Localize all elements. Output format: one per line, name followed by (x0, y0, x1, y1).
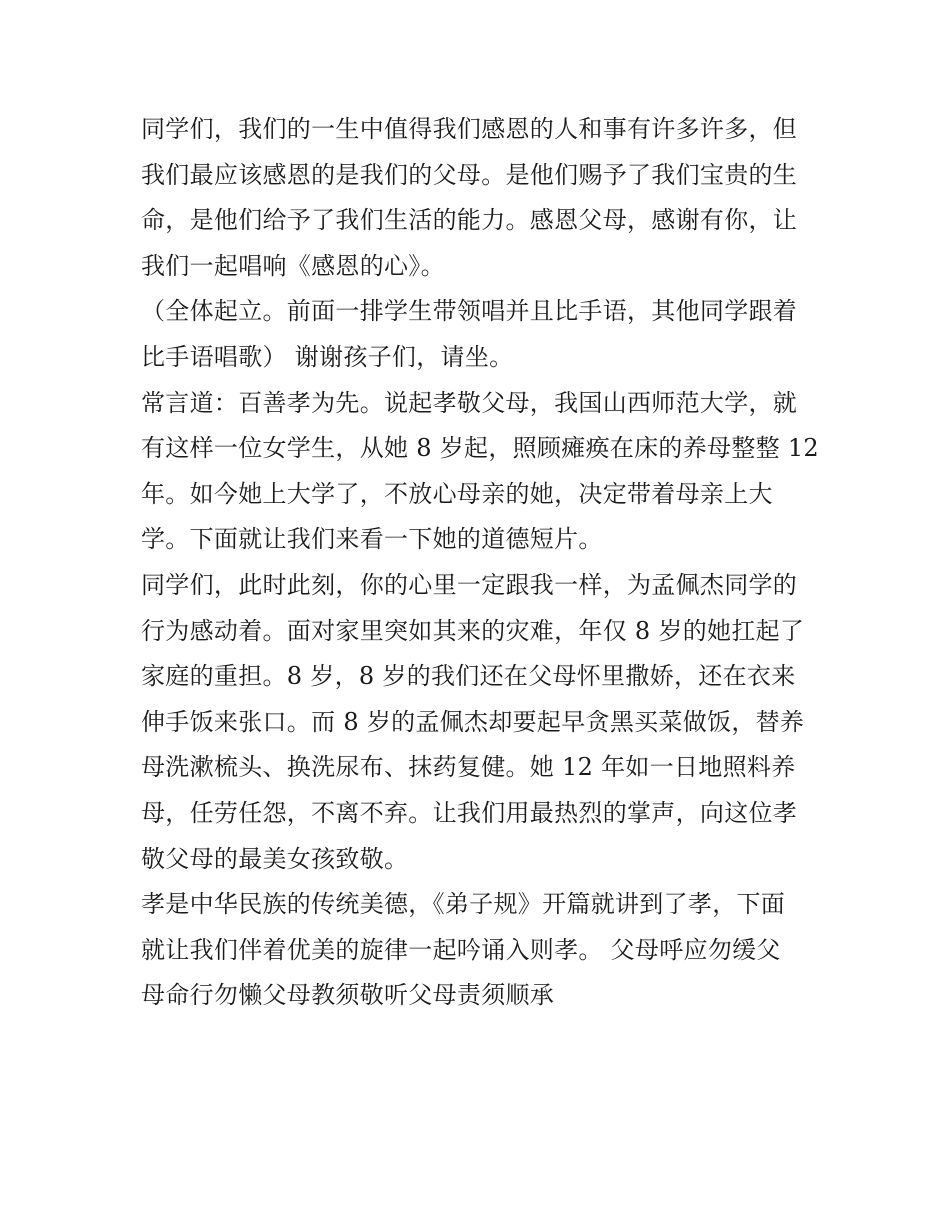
text-line: 伸手饭来张口。而 8 岁的孟佩杰却要起早贪黑买菜做饭，替养 (141, 707, 805, 736)
text-line: 敬父母的最美女孩致敬。 (141, 844, 409, 873)
text-line: 母洗漱梳头、换洗尿布、抹药复健。她 12 年如一日地照料养 (141, 753, 796, 782)
text-line: 我们最应该感恩的是我们的父母。是他们赐予了我们宝贵的生 (141, 160, 798, 189)
text-line: 行为感动着。面对家里突如其来的灾难，年仅 8 岁的她扛起了 (141, 616, 805, 645)
text-line: 同学们，此时此刻，你的心里一定跟我一样，为孟佩杰同学的 (141, 570, 798, 599)
text-line: 母，任劳任怨，不离不弃。让我们用最热烈的掌声，向这位孝 (141, 798, 798, 827)
text-line: 就让我们伴着优美的旋律一起吟诵入则孝。 父母呼应勿缓父 (141, 935, 781, 964)
text-line: 年。如今她上大学了，不放心母亲的她，决定带着母亲上大 (141, 479, 773, 508)
text-line: 孝是中华民族的传统美德，《弟子规》开篇就讲到了孝，下面 (141, 890, 786, 919)
text-line: 比手语唱歌） 谢谢孩子们，请坐。 (141, 342, 514, 371)
text-line: （全体起立。前面一排学生带领唱并且比手语，其他同学跟着 (141, 297, 798, 326)
text-line: 同学们，我们的一生中值得我们感恩的人和事有许多许多，但 (141, 115, 798, 143)
text-line: 常言道：百善孝为先。说起孝敬父母，我国山西师范大学，就 (141, 388, 798, 417)
text-line: 我们一起唱响《感恩的心》。 (141, 251, 445, 280)
text-line: 母命行勿懒父母教须敬听父母责须顺承 (141, 981, 555, 1010)
text-line: 有这样一位女学生，从她 8 岁起，照顾瘫痪在床的养母整整 12 (141, 434, 819, 463)
text-line: 家庭的重担。8 岁，8 岁的我们还在父母怀里撒娇，还在衣来 (141, 662, 796, 691)
text-line: 学。下面就让我们来看一下她的道德短片。 (141, 525, 603, 554)
document-body (141, 107, 821, 1019)
text-line: 命，是他们给予了我们生活的能力。感恩父母，感谢有你，让 (141, 206, 798, 235)
